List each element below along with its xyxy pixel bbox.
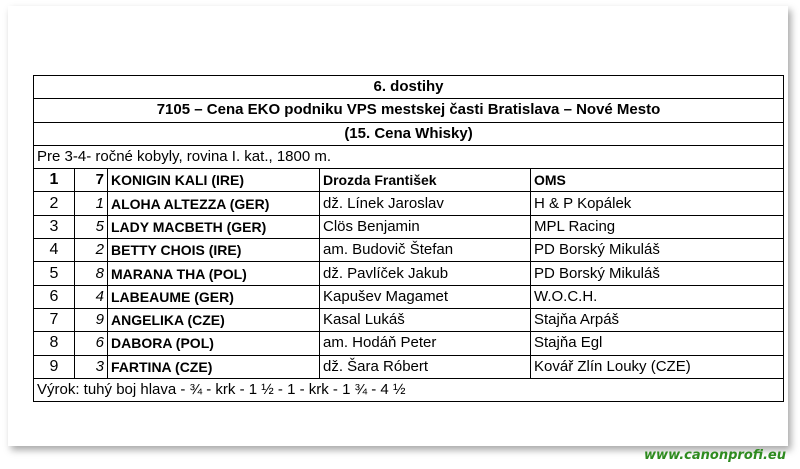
jockey-cell: dž. Línek Jaroslav [320,192,531,215]
result-row [34,332,784,355]
header-row-race-subtitle [34,122,784,145]
position-cell: 1 [34,169,75,192]
position-cell: 5 [34,262,75,285]
position-cell: 2 [34,192,75,215]
saddle-number-cell: 1 [75,192,108,215]
race-number: 6. dostihy [34,76,784,99]
header-row-race-title [34,99,784,122]
owner-cell: PD Borský Mikuláš [531,262,784,285]
jockey-cell: am. Budovič Štefan [320,239,531,262]
race-title: 7105 – Cena EKO podniku VPS mestskej časti Bratislava – Nové Mesto [34,99,784,122]
horse-name-cell: ALOHA ALTEZZA (GER) [108,192,320,215]
saddle-number-cell: 4 [75,285,108,308]
result-row [34,285,784,308]
position-cell: 6 [34,285,75,308]
document-sheet [8,6,788,446]
watermark: www.canonprofi.eu [644,448,786,463]
owner-cell: Kovář Zlín Louky (CZE) [531,355,784,378]
finish-margins: Výrok: tuhý boj hlava - ¾ - krk - 1 ½ - 1 - krk - 1 ¾ - 4 ½ [34,378,784,401]
horse-name-cell: LADY MACBETH (GER) [108,215,320,238]
jockey-cell: Clös Benjamin [320,215,531,238]
saddle-number-cell: 6 [75,332,108,355]
jockey-cell: Drozda František [320,169,531,192]
saddle-number-cell: 2 [75,239,108,262]
race-conditions: Pre 3-4- ročné kobyly, rovina I. kat., 1800 m. [34,145,784,168]
jockey-cell: dž. Pavlíček Jakub [320,262,531,285]
horse-name-cell: BETTY CHOIS (IRE) [108,239,320,262]
position-cell: 7 [34,308,75,331]
result-row [34,192,784,215]
header-row-race-number [34,76,784,99]
owner-cell: PD Borský Mikuláš [531,239,784,262]
position-cell: 4 [34,239,75,262]
owner-cell: H & P Kopálek [531,192,784,215]
result-row [34,308,784,331]
owner-cell: Stajňa Arpáš [531,308,784,331]
horse-name-cell: ANGELIKA (CZE) [108,308,320,331]
jockey-cell: Kapušev Magamet [320,285,531,308]
position-cell: 8 [34,332,75,355]
result-row [34,355,784,378]
owner-cell: Stajňa Egl [531,332,784,355]
result-row [34,262,784,285]
horse-name-cell: KONIGIN KALI (IRE) [108,169,320,192]
horse-name-cell: MARANA THA (POL) [108,262,320,285]
result-row [34,239,784,262]
owner-cell: W.O.C.H. [531,285,784,308]
owner-cell: OMS [531,169,784,192]
horse-name-cell: LABEAUME (GER) [108,285,320,308]
position-cell: 9 [34,355,75,378]
saddle-number-cell: 8 [75,262,108,285]
jockey-cell: am. Hodáň Peter [320,332,531,355]
horse-name-cell: FARTINA (CZE) [108,355,320,378]
saddle-number-cell: 7 [75,169,108,192]
jockey-cell: Kasal Lukáš [320,308,531,331]
race-subtitle: (15. Cena Whisky) [34,122,784,145]
position-cell: 3 [34,215,75,238]
result-row [34,215,784,238]
horse-name-cell: DABORA (POL) [108,332,320,355]
saddle-number-cell: 9 [75,308,108,331]
saddle-number-cell: 3 [75,355,108,378]
footer-row [34,378,784,401]
header-row-conditions [34,145,784,168]
jockey-cell: dž. Šara Róbert [320,355,531,378]
owner-cell: MPL Racing [531,215,784,238]
saddle-number-cell: 5 [75,215,108,238]
result-row [34,169,784,192]
race-results-table [33,75,784,402]
